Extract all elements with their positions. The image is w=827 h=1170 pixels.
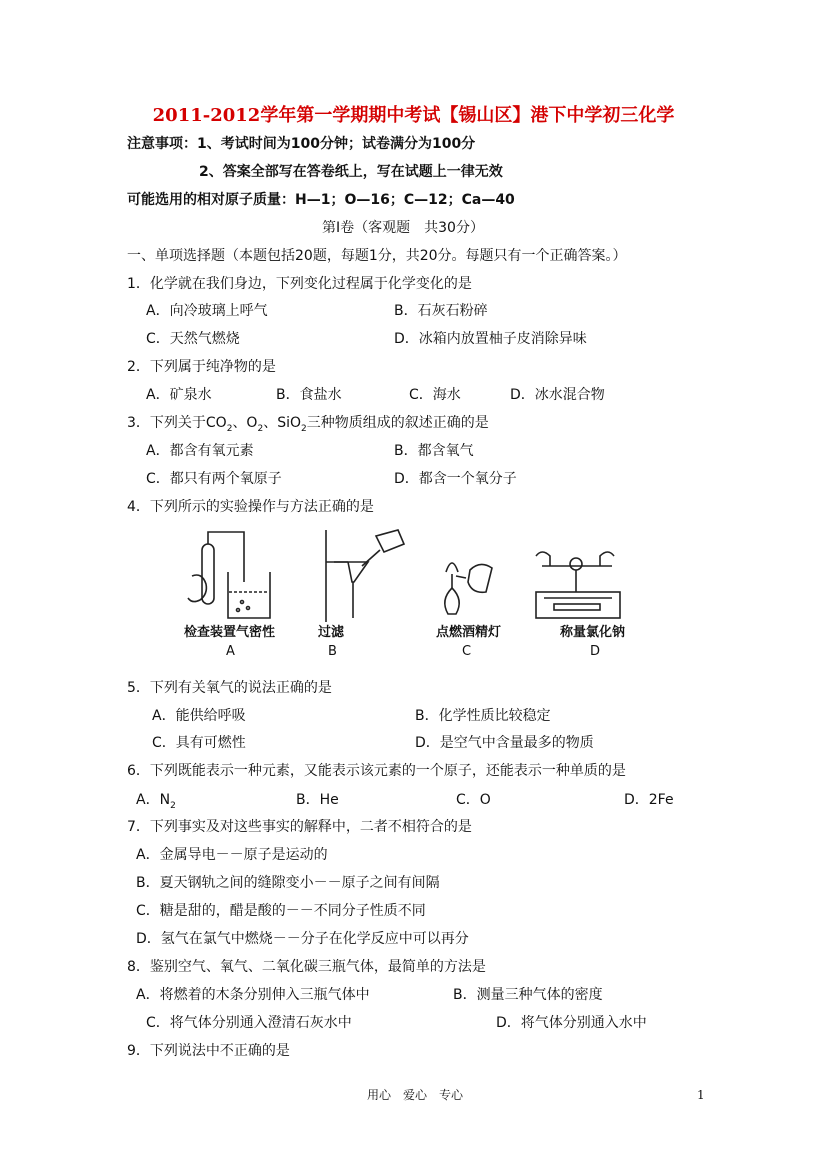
option: A．金属导电－－原子是运动的 xyxy=(136,847,328,863)
exam-title: 2011-2012学年第一学期期中考试【锡山区】港下中学初三化学 xyxy=(152,105,675,126)
option: B．测量三种气体的密度 xyxy=(453,987,603,1003)
option: B．石灰石粉碎 xyxy=(394,303,488,319)
subscript: 2 xyxy=(170,800,176,811)
option: C．糖是甜的，醋是酸的－－不同分子性质不同 xyxy=(136,903,426,919)
option: B．化学性质比较稳定 xyxy=(415,708,551,724)
option: D．冰水混合物 xyxy=(510,387,605,403)
stem-part: 三种物质组成的叙述正确的是 xyxy=(306,415,489,431)
subscript: 2 xyxy=(257,423,264,434)
balance-scale-icon xyxy=(536,552,620,618)
option: A．向冷玻璃上呼气 xyxy=(146,303,268,319)
subscript: 2 xyxy=(226,423,233,434)
question-stem: 9．下列说法中不正确的是 xyxy=(127,1043,290,1059)
option: A．都含有氧元素 xyxy=(146,443,254,459)
option: B．夏天钢轨之间的缝隙变小－－原子之间有间隔 xyxy=(136,875,440,891)
question-stem: 5．下列有关氧气的说法正确的是 xyxy=(127,680,332,696)
figure-label-b: 过滤 xyxy=(318,625,345,640)
question-stem: 7．下列事实及对这些事实的解释中，二者不相符合的是 xyxy=(127,819,472,835)
question-stem: 6．下列既能表示一种元素，又能表示该元素的一个原子，还能表示一种单质的是 xyxy=(127,763,626,779)
option: D．冰箱内放置柚子皮消除异味 xyxy=(394,331,587,347)
option: D．氢气在氯气中燃烧－－分子在化学反应中可以再分 xyxy=(136,931,469,947)
stem-part: 、O xyxy=(232,415,258,431)
option: B．食盐水 xyxy=(276,387,342,403)
question-stem xyxy=(127,414,489,438)
notice-line-1: 注意事项：1、考试时间为100分钟；试卷满分为100分 xyxy=(127,136,476,152)
part1-title: 第Ⅰ卷（客观题 共30分） xyxy=(322,220,484,236)
option: C．将气体分别通入澄清石灰水中 xyxy=(146,1015,352,1031)
page-number: 1 xyxy=(697,1088,705,1102)
question-stem: 4．下列所示的实验操作与方法正确的是 xyxy=(127,499,374,515)
airtightness-apparatus-icon xyxy=(188,532,270,618)
stem-part: 、SiO xyxy=(263,415,301,431)
filtration-apparatus-icon xyxy=(326,530,404,622)
question-stem: 1．化学就在我们身边，下列变化过程属于化学变化的是 xyxy=(127,276,472,292)
figure-label-c: 点燃酒精灯 xyxy=(436,625,502,640)
option: A．矿泉水 xyxy=(146,387,212,403)
figure-letter-c: C xyxy=(462,644,472,659)
alcohol-lamp-icon xyxy=(445,563,492,614)
option: D．是空气中含量最多的物质 xyxy=(415,735,594,751)
option: C．都只有两个氧原子 xyxy=(146,471,282,487)
option: D．都含一个氧分子 xyxy=(394,471,517,487)
figure-letter-b: B xyxy=(328,644,337,659)
figure-letter-a: A xyxy=(226,644,235,659)
figure-letter-d: D xyxy=(590,644,601,659)
option: D．2Fe xyxy=(624,792,674,808)
subscript: 2 xyxy=(301,423,307,434)
figure-label-d: 称量氯化钠 xyxy=(560,625,626,640)
stem-part: 3．下列关于CO xyxy=(127,415,227,431)
option: C．O xyxy=(456,792,491,808)
option-text: A．N xyxy=(136,792,171,808)
footer-motto: 用心 爱心 专心 xyxy=(367,1088,464,1102)
option xyxy=(136,791,176,815)
option: B．都含氧气 xyxy=(394,443,474,459)
option: A．能供给呼吸 xyxy=(152,708,246,724)
atomic-masses: 可能选用的相对原子质量：H—1；O—16；C—12；Ca—40 xyxy=(127,192,515,208)
option: C．海水 xyxy=(409,387,461,403)
option: A．将燃着的木条分别伸入三瓶气体中 xyxy=(136,987,370,1003)
question-stem: 2．下列属于纯净物的是 xyxy=(127,359,276,375)
question-stem: 8．鉴别空气、氧气、二氧化碳三瓶气体，最简单的方法是 xyxy=(127,959,486,975)
option: D．将气体分别通入水中 xyxy=(496,1015,647,1031)
option: B．He xyxy=(296,792,339,808)
notice-line-2: 2、答案全部写在答卷纸上，写在试题上一律无效 xyxy=(199,164,503,180)
option: C．天然气燃烧 xyxy=(146,331,240,347)
section-heading: 一、单项选择题（本题包括20题，每题1分，共20分。每题只有一个正确答案。） xyxy=(127,248,627,264)
figure-label-a: 检查装置气密性 xyxy=(184,625,276,640)
option: C．具有可燃性 xyxy=(152,735,246,751)
